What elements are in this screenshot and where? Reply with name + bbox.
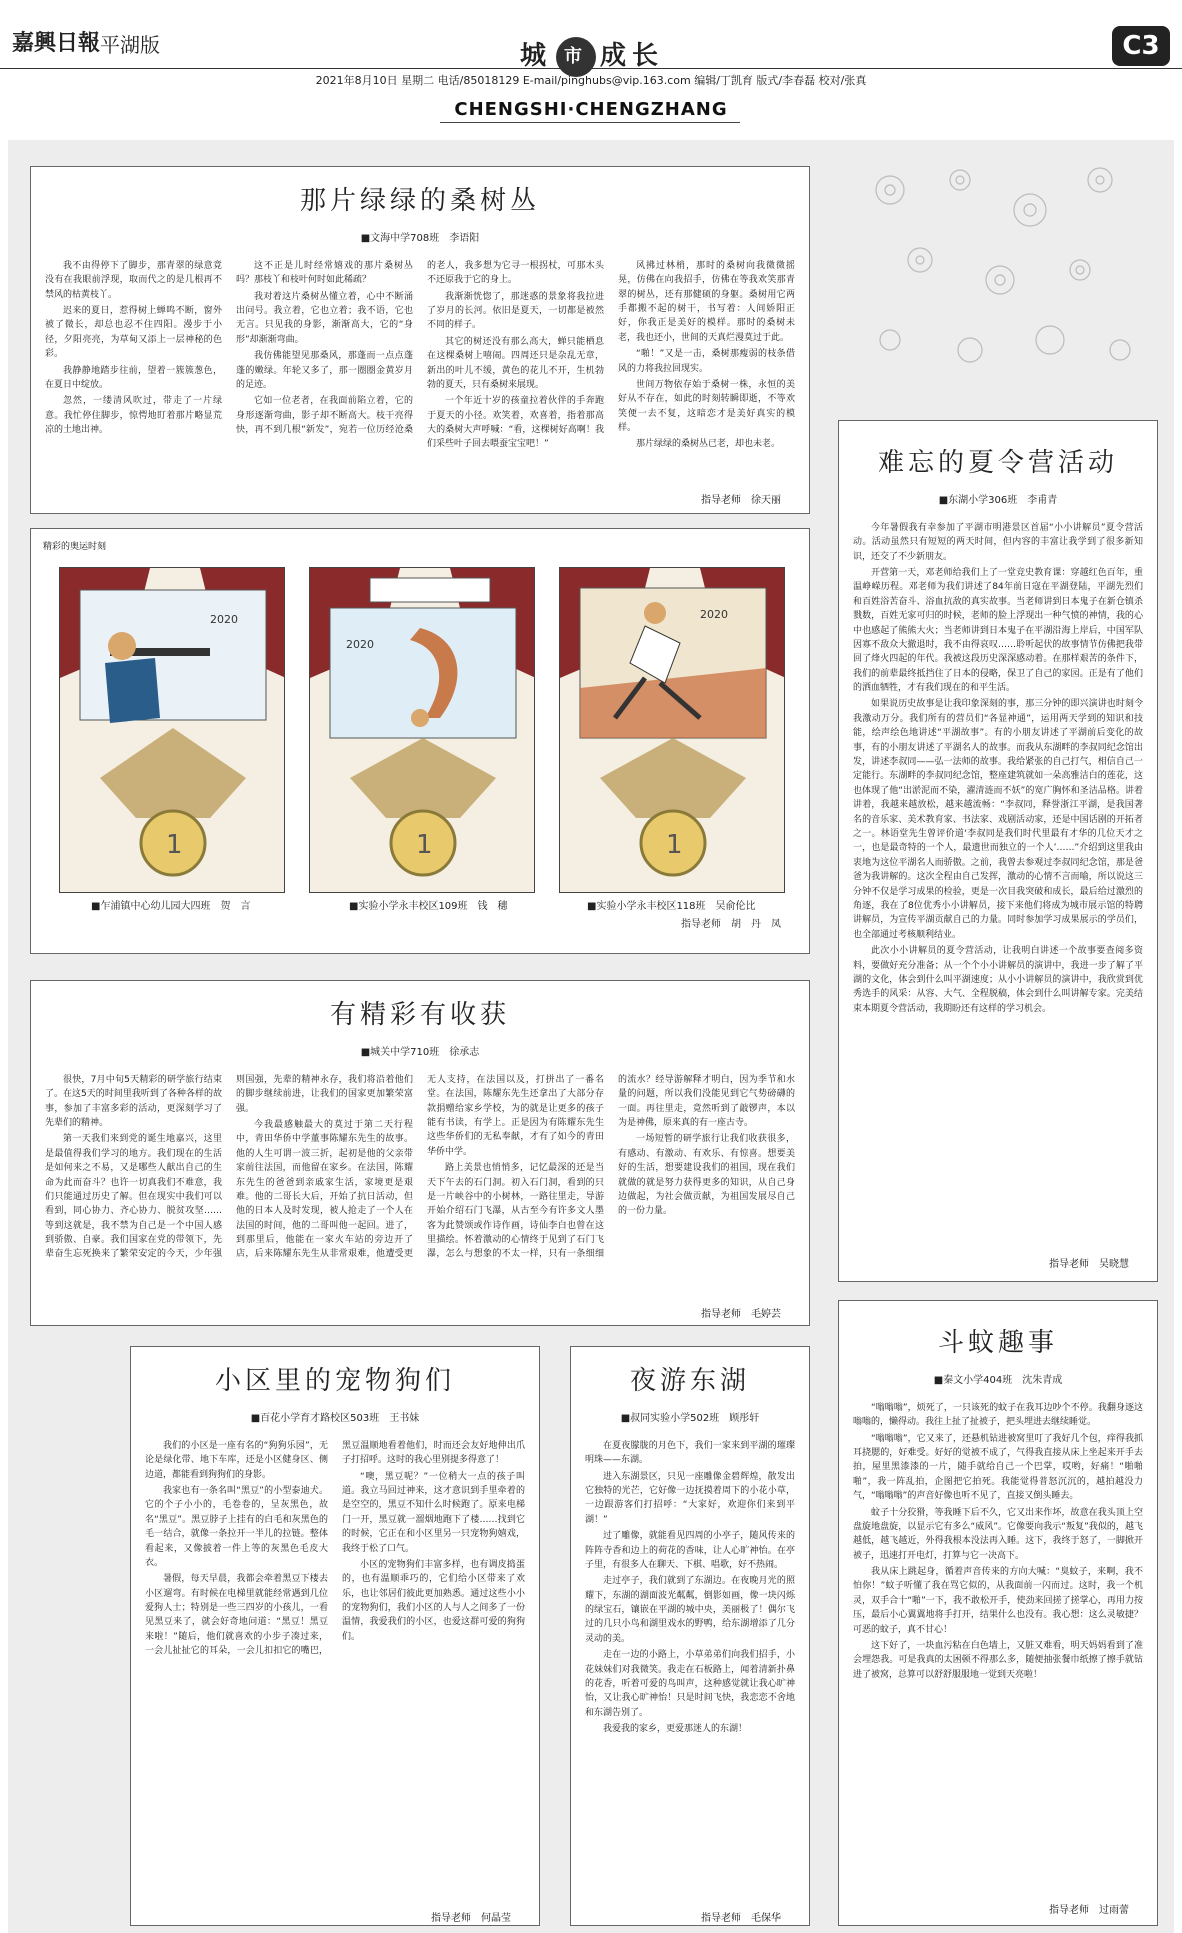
article-body (45, 259, 795, 487)
paragraph: 走在一边的小路上，小草弟弟们向我们招手，小花妹妹们对我微笑。我走在石板路上，闻着清新扑鼻的花香，听着可爱的鸟叫声，这种感觉就让我心旷神怡，又让我心旷神怡！只是时间飞快，我恋恋不舍地和东湖告别了。 (585, 1650, 795, 1718)
article-body (853, 1401, 1143, 1897)
paragraph: 我仿佛能望见那桑风，那蓬而一点点蓬蓬的嫩绿。年轮又多了，那一圈圈金黄岁月的足迹。 (236, 351, 413, 390)
article-body (45, 1073, 795, 1301)
medal-number: 1 (666, 830, 683, 860)
section-title-right: 成长 (600, 41, 665, 71)
section-title-left: 城 (520, 41, 553, 71)
article-author: ■叔同实验小学502班 顾彤轩 (620, 1413, 760, 1425)
paragraph: “啪！”又是一击，桑树那瘦弱的枝条借风的力将我拉回现实。 (618, 349, 795, 374)
drawing-diver (309, 567, 535, 893)
article-teacher: 指导老师 吴晓慧 (1049, 1258, 1129, 1270)
paragraph: 我对着这片桑树丛懂立着，心中不断涌出问号。我立着，它也立着；我不语，它也无言。只见我的身影，渐渐高大，它的“身形”却渐渐弯曲。 (236, 291, 413, 345)
paragraph: 世间万物依存始于桑树一株，永恒的美好从不存在，如此的时刻转瞬即逝，不等欢笑便一去不复，这暗恋才是美好真实的模样。 (618, 379, 795, 434)
paragraph: 我们的小区是一座有名的“狗狗乐园”，无论是绿化带、地下车库，还是小区健身区、侧边道，都能看到狗狗们的身影。 (145, 1440, 328, 1480)
paragraph: 走过亭子，我们就到了东湖边。在夜晚月光的照耀下，东湖的湖面波光粼粼，倒影如画，像一块闪烁的绿宝石，镶嵌在平湖的城中央，美丽极了！偶尔飞过的几只小鸟和湖里戏水的野鸭，给东湖增添了几分灵动的美。 (585, 1576, 795, 1644)
drawings-panel (30, 528, 810, 954)
article-pet-dogs (130, 1346, 540, 1926)
article-title: 夜游东湖 (629, 1366, 750, 1396)
paragraph: 今我最感触最大的莫过于第二天行程中，青田华侨中学董事陈耀东先生的故事。他的人生可谓一波三折，起初是他的父亲带家前往法国，而他留在家乡。在法国，陈耀东先生的爸爸到亲戚家生活，家境更是艰难。他的二哥长大后，开始了抗日活动，但他的日本人及时发现，被人抢走了一个人在法国的时间，他的二哥叫他一起回。进了，到那里后，他能在一家火车站的旁边开了店，后来陈耀东先生从非常艰难，他遭受更无人支持，在法国以及，打拼出了一番名堂。在法国，陈耀东先生还拿出了大部分存款捐赠给家乡学校，为的就是让更多的孩子能有书读，有学上。正是因为有陈耀东先生这些华侨们的无私奉献，才有了如今的青田华侨中学。 (236, 1074, 604, 1260)
article-teacher: 指导老师 过雨蕾 (1049, 1904, 1129, 1916)
paragraph: 其它的树还没有那么高大，蝉只能栖息在这棵桑树上嘻闹。四周还只是杂乱无章，新出的叶儿不缓，黄色的花儿不开，生机勃勃的夏天，只有桑树来展现。 (427, 336, 604, 390)
paragraph: 很快，7月中旬5天精彩的研学旅行结束了。在这5天的时间里我听到了各种各样的故事，参加了丰富多彩的活动，更深刻学习了先辈们的精神。 (45, 1074, 222, 1128)
paragraph: 此次小小讲解员的夏令营活动，让我明白讲述一个故事要查阅多资料，要做好充分准备；从一个个小小讲解员的演讲中，我进一步了解了平湖的文化，体会到什么叫平湖速度；从小小讲解员的演讲中，我欣赏到优秀选手的风采：从容、大气、全程脱稿，体会到什么叫讲解专家。完美结束本期夏令营活动，我期盼还有这样的学习机会。 (853, 946, 1143, 1014)
article-title: 有精彩有收获 (329, 1000, 510, 1030)
article-title: 那片绿绿的桑树丛 (299, 186, 540, 216)
section-pinyin: CHENGSHI·CHENGZHANG (454, 99, 728, 120)
article-teacher: 指导老师 毛婷芸 (701, 1308, 781, 1320)
paragraph: 它如一位老者，在我面前陷立着，它的身形逐渐弯曲，影子却不断高大。枝干亮得快，再不到几根“新发”，宛若一位历经沧桑的老人，我多想为它寻一根拐杖，可那木头不还原我于它的身上。 (236, 260, 604, 436)
article-mulberry (30, 166, 810, 514)
paragraph: 那片绿绿的桑树丛已老，却也未老。 (636, 439, 781, 450)
drawing-caption: ■实验小学永丰校区109班 钱 穗 (349, 901, 508, 912)
article-title: 小区里的宠物狗们 (214, 1366, 455, 1396)
drawing-shooter (59, 567, 285, 893)
article-mosquito (838, 1300, 1158, 1926)
article-summer-camp (838, 420, 1158, 1282)
paragraph: 风拂过林梢，那时的桑树向我微微摇晃，仿佛在向我招手，仿佛在等我欢笑那青翠的树丛，还有那健硕的身躯。桑树用它两手都搬不起的树干，书写着：人间娇阳正好，你我正是美好的模样。那时的桑树未老，我也还小，世间的天真烂漫莫过于此。 (618, 260, 795, 343)
paragraph: 我家也有一条名叫“黑豆”的小型泰迪犬。它的个子小小的，毛卷卷的，呈灰黑色，故名“黑豆”。黑豆脖子上挂有的白毛和灰黑色的毛一结合，就像一条拉开一半儿的拉链。整体看起来，又像披着一件上等的灰黑色毛皮大衣。 (145, 1485, 328, 1568)
newspaper-logo: 嘉興日報 (12, 30, 101, 56)
article-body (853, 521, 1143, 1251)
paragraph: 我静静地踏步往前，望着一簇簇葱色，在夏日中绽放。 (45, 365, 222, 390)
drawing-shooter-art (60, 568, 285, 893)
article-east-lake (570, 1346, 810, 1926)
article-teacher: 指导老师 毛保华 (701, 1912, 781, 1924)
paragraph: 过了雕像，就能看见四周的小亭子，随风传来的阵阵寺香和边上的荷花的香味，让人心旷神怡。在亭子里，有很多人在聊天、下棋、唱歌，好不热闹。 (585, 1531, 795, 1570)
article-title: 斗蚊趣事 (937, 1328, 1058, 1358)
paragraph: 我爱我的家乡，更爱那迷人的东湖！ (603, 1724, 748, 1735)
paragraph: 暑假，每天早晨，我都会牵着黑豆下楼去小区遛弯。有时候在电梯里就能经常遇到几位爱狗人士；特别是一些三四岁的小孩儿，一看见黑豆来了，就会好奇地问道：“黑豆！黑豆来啦！”随后，他们就喜欢的小步子凑过来，一会儿扯扯它的耳朵，一会儿扣扣它的嘴巴，黑豆温顺地看着他们，时而还会友好地伸出爪子打招呼。这时的我心里别提多得意了！ (145, 1440, 525, 1657)
paragraph: 今年暑假我有幸参加了平湖市明港景区首届“小小讲解员”夏令营活动。活动虽然只有短短的两天时间，但内容的丰富让我学到了很多新知识，还交了不少新朋友。 (853, 522, 1143, 562)
article-body (585, 1439, 795, 1905)
medal-number: 1 (166, 830, 183, 860)
paragraph: 这不正是儿时经常嬉戏的那片桑树丛吗？那枝丫和枝叶何时如此稀疏？ (236, 260, 413, 286)
article-teacher: 指导老师 何晶莹 (431, 1912, 511, 1924)
article-study-trip (30, 980, 810, 1326)
paragraph: 在夏夜朦胧的月色下，我们一家来到平湖的璀璨明珠——东湖。 (585, 1440, 795, 1466)
article-author: ■秦文小学404班 沈朱青成 (933, 1375, 1063, 1387)
article-author: ■百花小学育才路校区503班 王书妹 (250, 1413, 420, 1425)
drawings-label: 精彩的奥运时刻 (43, 542, 107, 552)
drawing-diver-art (310, 568, 535, 893)
paragraph: 路上美景也悄悄多，记忆最深的还是当天下午去的石门洞。初入石门洞，看到的只是一片峡谷中的小树林，一路往里走，导游开始介绍石门飞瀑，从古至今有许多文人墨客为此赞颂或作诗作画，诗仙李白也曾在这里描绘。怀着激动的心情终于见到了石门飞瀑，怎么与想象的不太一样，只有一条细细的流水？经导游解释才明白，因为季节和水量的问题，所以我们没能见到它气势磅礴的一面。再往里走，竟然听到了敲锣声，本以为是神佛，原来真的有一座古寺。 (427, 1074, 795, 1260)
medal-number: 1 (416, 830, 433, 860)
paragraph: “嗡嗡嗡”，烦死了，一只该死的蚊子在我耳边吵个不停。我翻身逐这嗡嗡的，懒得动。我往上扯了扯被子，把头埋进去继续睡觉。 (853, 1402, 1143, 1428)
drawing-caption: ■乍浦镇中心幼儿园大四班 贺 言 (91, 901, 251, 912)
paragraph: 我从床上跳起身，循着声音传来的方向大喊：“臭蚊子，来啊，我不怕你！”蚊子听懂了我在骂它似的，从我面前一闪而过。这时，我一个机灵，双手合十“啪”一下，我不敢松开手，使劲来回搓了搓掌心，再用力按压，最后小心翼翼地将手打开，结果什么也没有。我心想：这么灵敏捷？可恶的蚊子，真不甘心！ (853, 1567, 1143, 1635)
paragraph: 这下好了，一块血污粘在白色墙上，又脏又难看，明天妈妈看到了准会埋怨我。可是我真的太困顿不得那么多，随便抽张餐巾纸擦了擦手就钻进了被窝，总算可以舒舒服服地一觉到天亮啦！ (853, 1641, 1143, 1680)
paragraph: 第一天我们来到党的诞生地嘉兴，这里是最值得我们学习的地方。我们现在的生活是如何来之不易，又是哪些人献出自己的生命为此而奋斗？也许一切真我们不难意，我们只能通过历史了解。但在现实中我们可以看到，同心协力、齐心协力、脱贫攻坚……等到这就是，我不禁为自己是一个中国人感到骄傲、自豪。我们国家在党的带领下，先辈奋生忘死换来了繁荣安定的今天，少年强则国强，先辈的精神永存，我们将沿着他们的脚步继续前进，让我们的国家更加繁荣富强。 (45, 1074, 413, 1260)
paragraph: 开营第一天，邓老师给我们上了一堂竞史教育课：穿越红色百年，重温峥嵘历程。邓老师为我们讲述了84年前日寇在平湖登陆，平湖先烈们和百姓浴苦奋斗、浴血抗敌的真实故事。当老师讲到日本鬼子在新仓镇杀戮数，百姓无家可归的时候，老师的脸上浮现出一种气愤的神情，我的心中也感起了熊熊大火；当老师讲到日本鬼子在平湖沿海上岸后，中国军队因寡不敌众大撤退时，我不由得哀叹……聆听起伏的故事情节仿佛把我带回了烽火四起的年代。我被这段历史深深感动着。在那样艰苦的条件下，我们的前辈最终抵挡住了日本的侵略，保卫了自己的家园。正是有了他们的洒血牺牲，才有我们现在的和平生活。 (853, 567, 1143, 694)
paragraph: “噢，黑豆呢？”一位稍大一点的孩子叫道。我立马回过神来，这才意识到手里牵着的是空空的，黑豆不知什么时候跑了。原来电梯门一开，黑豆就一溜烟地跑下了楼……找到它的时候，它正在和小区里另一只宠物狗嬉戏，我终于松了口气。 (342, 1471, 525, 1554)
paragraph: 蚊子十分狡猾，等我睡下后不久，它又出来作坏，故意在我头顶上空盘旋地盘旋，以显示它有多么“威风”。它像要向我示“叛复”我似的，越飞越低，越飞越近，外得我根本没法再入睡。这下，我终于怒了，一脚掀开被子，迅速打开电灯，打算与它一决高下。 (853, 1507, 1143, 1561)
masthead-divider (440, 122, 740, 123)
article-author: ■城关中学710班 徐承志 (360, 1047, 480, 1059)
paragraph: 一场短暂的研学旅行让我们收获很多，有感动、有激动、有欢乐、有惊喜。想要美好的生活，想要建设我们的祖国，现在我们就做的就是努力获得更多的知识，从自己身边做起，为社会做贡献，为祖国发展尽自己的一份力量。 (618, 1134, 795, 1217)
masthead (0, 0, 1182, 130)
article-author: ■文海中学708班 李语阳 (360, 233, 480, 245)
page-number: C3 (1112, 26, 1170, 66)
drawing-runner (559, 567, 785, 893)
section-title-dot: 市 (556, 37, 596, 77)
paragraph: 小区的宠物狗们丰富多样，也有调皮捣蛋的，也有温顺乖巧的，它们给小区带来了欢乐，也让邻居们彼此更加熟悉。通过这些小小的宠物狗们，我们小区的人与人之间多了一份温情，我爱我们的小区，也爱这群可爱的狗狗们。 (342, 1559, 525, 1642)
issue-info: 2021年8月10日 星期二 电话/85018129 E-mail/pinghubs@vip.163.com 编辑/丁凯育 版式/李春磊 校对/张真 (0, 68, 1182, 89)
article-body (145, 1439, 525, 1905)
article-author: ■东湖小学306班 李甫青 (938, 495, 1058, 507)
paragraph: “嗡嗡嗡”，它又来了，还悬机钻进被窝里叮了我好几个包，痒得我抓耳挠腮的，好难受。好好的觉被不成了，气得我直接从床上坐起来开手去拍，屋里黑漆漆的一片，随手就给自己一个巴掌，哎哟，好痛！“啪啪啪”，我一阵乱拍，企图把它拍死。我能觉得普怒沉沉的，越拍越没力气，“嗡嗡嗡”的声音好像也听不见了，直接又倒头睡去。 (853, 1433, 1143, 1502)
edition-label: 平湖版 (100, 33, 160, 57)
paragraph: 我渐渐恍惚了，那迷惑的景象将我拉进了岁月的长河。依旧是夏天，一切都是被然不同的样子。 (427, 291, 604, 331)
decorative-flower-pattern (850, 150, 1150, 400)
paragraph: 进入东湖景区，只见一座雕像金碧辉煌，散发出它独特的光芒，它好像一边抚摸着周下的小花小草，一边跟游客们打招呼：“大家好，欢迎你们来到平湖！” (585, 1471, 795, 1525)
paragraph: 迟来的夏日，惹得树上蝉鸣不断，窗外被了微长，却总也忍不住四阳。漫步于小径，夕阳亮亮，为草甸又添上一层神秘的色彩。 (45, 305, 222, 360)
paragraph: 如果说历史故事是让我印象深刻的事，那三分钟的即兴演讲也时刻令我激动万分。我们所有的营员们“各显神通”，运用两天学到的知识和技能，绘声绘色地讲述“平湖故事”。有的小朋友讲述了平湖前后变化的故事，有的小朋友讲述了平湖名人的故事。而我从东湖畔的李叔同纪念馆出发，讲述李叔同——弘一法师的故事。我给紧张的自己打气，相信自己一定能行。东湖畔的李叔同纪念馆，整座建筑就如一朵高雅洁白的莲花，这也体现了他“出淤泥而不染，濯清涟而不妖”的宽广胸怀和圣洁品格。讲着讲着，我越来越放松，越来越流畅：“李叔同，释誉浙江平湖，是我国著名的音乐家、美术教育家、书法家、戏剧活动家，还是中国话剧的开拓者之一。林语堂先生曾评价道‘李叔同是我们时代里最有才华的几位天才之一，也是最奇特的一个人，最遗世而独立的一个人’……”介绍到这里我由衷地为这位平湖名人而骄傲。之前，我曾去参观过李叔同纪念馆，那是爸爸为我讲解的。这次全程由自己发挥，激动的心情不言而喻，所以说这三分钟不仅是学习成果的检验，更是一次目我突破和成长，最后给过激烈的角逐，我在了8位优秀小小讲解员，接下来他们将成为城市展示馆的特聘讲解员，为宣传平湖贡献自己的力量。同时参加学习成果展示的学员们，也全部通过考核顺利结业。 (853, 699, 1143, 940)
drawing-caption: ■实验小学永丰校区118班 吴俞伦比 (587, 901, 756, 912)
drawing-year-text: 2020 (346, 638, 374, 651)
article-title: 难忘的夏令营活动 (877, 448, 1118, 478)
drawing-year-text: 2020 (700, 608, 728, 621)
article-teacher: 指导老师 徐天丽 (701, 494, 781, 506)
drawing-teacher: 指导老师 胡 丹 凤 (681, 919, 781, 930)
paragraph: 一个年近十岁的孩童拉着伙伴的手奔跑于夏天的小径。欢笑着，欢喜着，指着那高大的桑树大声呼喊：“看，这棵树好高啊！我们采些叶子回去喂蚕宝宝吧！” (427, 396, 604, 450)
drawing-runner-art (560, 568, 785, 893)
paragraph: 我不由得停下了脚步，那青翠的绿意竟没有在我眼前浮现，取而代之的是几根再不禁风的枯黄枝丫。 (45, 260, 222, 300)
paragraph: 忽然，一缕清风吹过，带走了一片绿意。我忙停住脚步，惊愕地盯着那片略显荒凉的土地出神。 (45, 396, 222, 436)
drawing-year-text: 2020 (210, 613, 238, 626)
